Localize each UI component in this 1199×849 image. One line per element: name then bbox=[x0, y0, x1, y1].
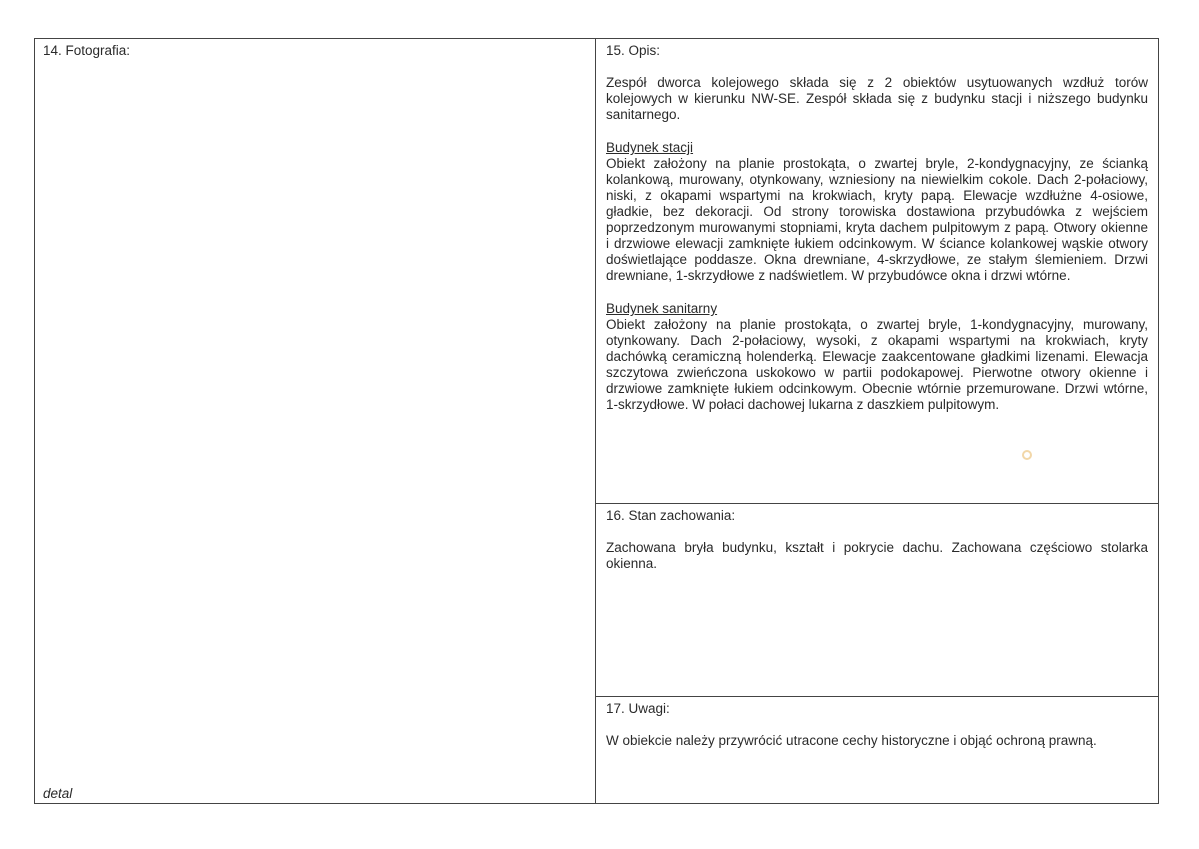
sanitary-building-text: Obiekt założony na planie prostokąta, o zwartej bryle, 1-kondygnacyjny, murowany, otynkowany. Dach 2-połaciowy, wysoki, z okapami wspartymi na krokwiach, kryty dachówką ceramiczną holenderką. Elewacje zaakcentowane gładkimi lizenami. Elewacja szczytowa zwieńczona uskokowo w partii podokapowej. Pierwotne otwory okienne i drzwiowe zamknięte łukiem odcinkowym. Obecnie wtórnie przemurowane. Drzwi wtórne, 1-skrzydłowe. W połaci dachowej lukarna z daszkiem pulpitowym. bbox=[606, 317, 1148, 412]
description-section bbox=[596, 39, 1158, 504]
remarks-text: W obiekcie należy przywrócić utracone cechy historyczne i objąć ochroną prawną. bbox=[606, 733, 1097, 748]
remarks-section bbox=[596, 697, 1158, 803]
condition-label: 16. Stan zachowania: bbox=[606, 508, 736, 523]
photo-caption: detal bbox=[43, 786, 73, 801]
ink-mark bbox=[1022, 450, 1032, 460]
station-building-heading: Budynek stacji bbox=[606, 140, 694, 155]
description-label: 15. Opis: bbox=[606, 43, 661, 58]
record-card-sheet bbox=[34, 38, 1159, 804]
station-building-text: Obiekt założony na planie prostokąta, o zwartej bryle, 2-kondygnacyjny, ze ścianką kolankową, murowany, otynkowany, wzniesiony na niewielkim cokole. Dach 2-połaciowy, niski, z okapami wspartymi na krokwiach, kryty papą. Elewacje wzdłużne 4-osiowe, gładkie, bez dekoracji. Od strony torowiska dostawiona przybudówka z wejściem poprzedzonym murowanymi stopniami, kryta dachem pulpitowym z papą. Otwory okienne i drzwiowe elewacji zamknięte łukiem odcinkowym. W ściance kolankowej wąskie otwory doświetlające poddasze. Okna drewniane, 4-skrzydłowe, ze stałym ślemieniem. Drzwi drewniane, 1-skrzydłowe z nadświetlem. W przybudówce okna i drzwi wtórne. bbox=[606, 156, 1148, 283]
condition-text: Zachowana bryła budynku, kształt i pokrycie dachu. Zachowana częściowo stolarka okienna. bbox=[606, 540, 1148, 571]
remarks-label: 17. Uwagi: bbox=[606, 701, 670, 716]
photo-label: 14. Fotografia: bbox=[43, 43, 131, 58]
sanitary-building-heading: Budynek sanitarny bbox=[606, 301, 718, 316]
condition-section bbox=[596, 504, 1158, 697]
photo-section bbox=[35, 39, 596, 803]
description-intro: Zespół dworca kolejowego składa się z 2 obiektów usytuowanych wzdłuż torów kolejowych w kierunku NW-SE. Zespół składa się z budynku stacji i niższego budynku sanitarnego. bbox=[606, 75, 1148, 122]
description-column bbox=[596, 39, 1158, 803]
